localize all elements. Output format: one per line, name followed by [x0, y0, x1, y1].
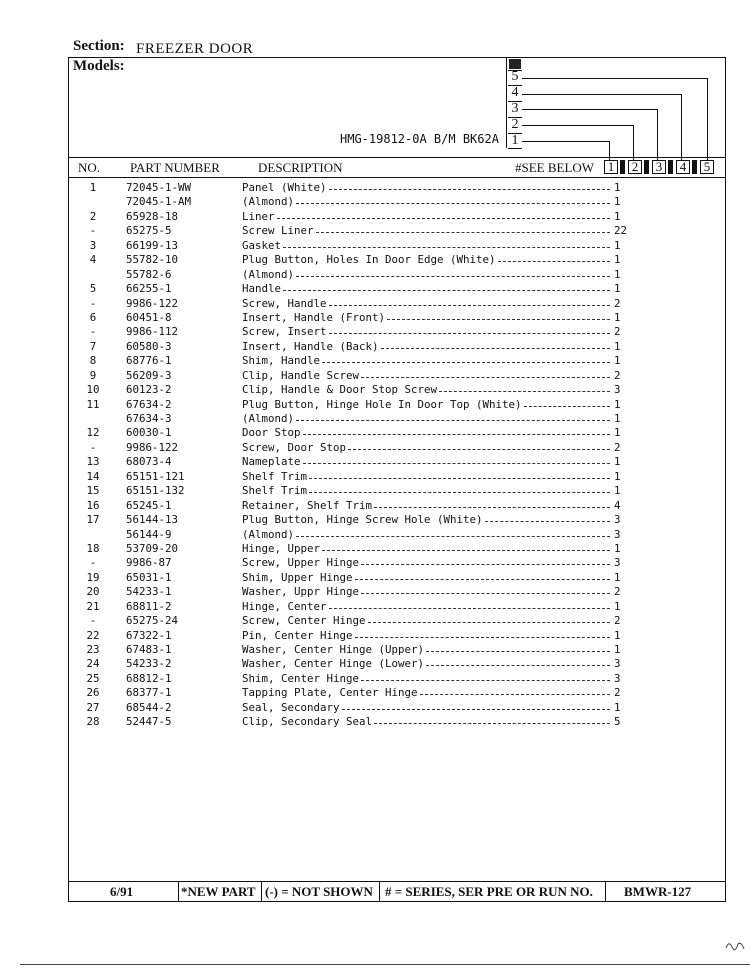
series-divider [692, 160, 697, 174]
description: (Almond) [242, 195, 295, 209]
dot-leader [316, 232, 610, 233]
part-number: 65151-121 [126, 469, 185, 483]
ladder-rule [508, 148, 522, 149]
item-number: 15 [86, 484, 100, 498]
quantity: 3 [614, 556, 621, 570]
dot-leader [368, 622, 610, 623]
description: Screw, Insert [242, 325, 327, 339]
description: Clip, Handle Screw [242, 368, 360, 382]
description: Gasket [242, 238, 282, 252]
item-number: 28 [86, 715, 100, 729]
dot-leader [361, 377, 610, 378]
leader-4 [522, 94, 682, 95]
part-number: 9986-112 [126, 325, 179, 339]
part-number: 65928-18 [126, 209, 179, 223]
table-row [70, 657, 630, 671]
item-number: 8 [89, 354, 97, 368]
item-number: 14 [86, 469, 100, 483]
footer-date: 6/91 [110, 884, 134, 899]
dot-leader [283, 247, 610, 248]
dot-leader [283, 290, 610, 291]
quantity: 1 [614, 469, 621, 483]
part-number: 72045-1-AM [126, 195, 192, 209]
item-number: 25 [86, 671, 100, 685]
quantity: 2 [614, 585, 621, 599]
ladder-4: 4 [511, 85, 519, 100]
quantity: 3 [614, 383, 621, 397]
dot-leader [329, 305, 610, 306]
footer-divider [379, 881, 380, 901]
table-row [70, 181, 630, 195]
table-row [70, 340, 630, 354]
dot-leader [329, 608, 610, 609]
table-row [70, 325, 630, 339]
quantity: 3 [614, 671, 621, 685]
ladder-rule [508, 133, 522, 134]
item-number: 7 [89, 339, 97, 353]
item-number: - [89, 556, 97, 570]
parts-list [70, 181, 630, 730]
quantity: 2 [614, 614, 621, 628]
description: Screw, Center Hinge [242, 614, 366, 628]
table-row [70, 268, 630, 282]
dot-leader [296, 203, 610, 204]
item-number: 1 [89, 181, 97, 194]
quantity: 1 [614, 354, 621, 368]
quantity: 1 [614, 643, 621, 656]
series-divider [668, 160, 673, 174]
series-box-5: 5 [700, 160, 714, 174]
item-number: 26 [86, 686, 100, 700]
table-row [70, 585, 630, 599]
item-number: 22 [86, 628, 100, 642]
series-box-2: 2 [628, 160, 642, 174]
table-row [70, 614, 630, 628]
description: (Almond) [242, 527, 295, 541]
item-number: 12 [86, 426, 100, 440]
quantity: 1 [614, 541, 621, 555]
part-number: 65031-1 [126, 570, 172, 584]
quantity: 22 [614, 224, 628, 238]
dot-leader [329, 333, 610, 334]
table-row [70, 311, 630, 325]
table-row [70, 643, 630, 657]
table-row [70, 571, 630, 585]
header-bottom-rule [68, 177, 726, 178]
part-number: 67634-3 [126, 412, 172, 425]
table-row [70, 542, 630, 556]
part-number: 67322-1 [126, 628, 172, 642]
item-number: - [89, 440, 97, 454]
table-row [70, 556, 630, 570]
leader-5 [522, 78, 708, 79]
quantity: 1 [614, 195, 621, 209]
quantity: 1 [614, 267, 621, 281]
description: Washer, Uppr Hinge [242, 585, 360, 599]
part-number: 68811-2 [126, 599, 172, 613]
models-label: Models: [73, 58, 125, 74]
dot-leader [303, 434, 610, 435]
table-row [70, 354, 630, 368]
description: Seal, Secondary [242, 700, 340, 714]
table-row [70, 715, 630, 729]
part-number: 54233-2 [126, 657, 172, 671]
ladder-5: 5 [511, 69, 519, 84]
table-row [70, 253, 630, 267]
item-number: - [89, 296, 97, 310]
description: Insert, Handle (Back) [242, 339, 379, 353]
quantity: 1 [614, 253, 621, 267]
table-row [70, 629, 630, 643]
part-number: 68544-2 [126, 700, 172, 714]
item-number: 3 [89, 238, 97, 252]
quantity: 3 [614, 513, 621, 527]
quantity: 2 [614, 296, 621, 310]
part-number: 68776-1 [126, 354, 172, 368]
dot-leader [348, 449, 610, 450]
item-number: - [89, 224, 97, 238]
quantity: 1 [614, 700, 621, 714]
part-number: 65151-132 [126, 484, 185, 498]
table-row [70, 672, 630, 686]
table-row [70, 513, 630, 527]
leader-1 [522, 141, 610, 142]
dot-leader [355, 637, 610, 638]
description: Tapping Plate, Center Hinge [242, 686, 418, 700]
description: Shim, Center Hinge [242, 671, 360, 685]
handwritten-mark [724, 938, 746, 956]
item-number: 11 [86, 397, 100, 411]
table-row [70, 441, 630, 455]
dot-leader [342, 709, 610, 710]
description: Shim, Upper Hinge [242, 570, 353, 584]
table-row [70, 499, 630, 513]
quantity: 4 [614, 498, 621, 512]
part-number: 9986-122 [126, 296, 179, 310]
footer-series-note: # = SERIES, SER PRE OR RUN NO. [385, 884, 593, 899]
item-number: 10 [86, 383, 100, 397]
quantity: 1 [614, 339, 621, 353]
part-number: 60123-2 [126, 383, 172, 397]
ladder-3: 3 [511, 101, 519, 116]
description: Screw, Handle [242, 296, 327, 310]
footer-divider [261, 881, 262, 901]
table-row [70, 383, 630, 397]
part-number: 65275-5 [126, 224, 172, 238]
ladder-rule [508, 101, 522, 102]
ladder-rule [508, 70, 522, 71]
table-row [70, 398, 630, 412]
quantity: 2 [614, 325, 621, 339]
table-row [70, 412, 630, 426]
part-number: 56144-9 [126, 527, 172, 541]
item-number: 27 [86, 700, 100, 714]
description: Door Stop [242, 426, 301, 440]
part-number: 67483-1 [126, 643, 172, 656]
section-label: Section: [73, 38, 125, 54]
table-row [70, 224, 630, 238]
dot-leader [439, 391, 610, 392]
table-row [70, 528, 630, 542]
dot-leader [485, 521, 610, 522]
section-title: FREEZER DOOR [136, 41, 254, 57]
quantity: 2 [614, 368, 621, 382]
item-number: 18 [86, 541, 100, 555]
dot-leader [387, 319, 610, 320]
part-number: 53709-20 [126, 541, 179, 555]
quantity: 1 [614, 426, 621, 440]
dot-leader [426, 651, 610, 652]
footer-divider [605, 881, 606, 901]
ladder-1: 1 [511, 133, 519, 148]
col-description: DESCRIPTION [258, 160, 343, 175]
description: Plug Button, Hinge Screw Hole (White) [242, 513, 483, 527]
item-number: 4 [89, 253, 97, 267]
table-row [70, 455, 630, 469]
description: Panel (White) [242, 181, 327, 194]
dot-leader [355, 579, 610, 580]
ladder-rule [508, 117, 522, 118]
leader-2-down [633, 125, 634, 160]
table-row [70, 297, 630, 311]
ladder-2: 2 [511, 117, 519, 132]
item-number: - [89, 325, 97, 339]
description: Hinge, Upper [242, 541, 321, 555]
footer-divider [178, 881, 179, 901]
item-number: 13 [86, 455, 100, 469]
table-row [70, 701, 630, 715]
dot-leader [296, 420, 610, 421]
item-number: 2 [89, 209, 97, 223]
description: Clip, Handle & Door Stop Screw [242, 383, 438, 397]
item-number: 21 [86, 599, 100, 613]
description: (Almond) [242, 267, 295, 281]
part-number: 55782-6 [126, 267, 172, 281]
quantity: 1 [614, 628, 621, 642]
description: Screw, Door Stop [242, 440, 347, 454]
part-number: 65275-24 [126, 614, 179, 628]
dot-leader [374, 507, 610, 508]
part-number: 9986-87 [126, 556, 172, 570]
table-row [70, 210, 630, 224]
quantity: 1 [614, 484, 621, 498]
item-number: 23 [86, 643, 100, 656]
table-row [70, 369, 630, 383]
description: Washer, Center Hinge (Lower) [242, 657, 425, 671]
col-part-number: PART NUMBER [130, 160, 220, 175]
item-number: - [89, 614, 97, 628]
quantity: 1 [614, 310, 621, 324]
part-number: 9986-122 [126, 440, 179, 454]
item-number: 6 [89, 310, 97, 324]
dot-leader [361, 564, 610, 565]
table-row [70, 426, 630, 440]
item-number: 17 [86, 513, 100, 527]
dot-leader [498, 261, 610, 262]
part-number: 60580-3 [126, 339, 172, 353]
part-number: 60451-8 [126, 310, 172, 324]
quantity: 1 [614, 412, 621, 425]
quantity: 1 [614, 181, 621, 194]
dot-leader [296, 276, 610, 277]
table-row [70, 239, 630, 253]
leader-3-down [657, 109, 658, 160]
dot-leader [426, 665, 610, 666]
quantity: 1 [614, 570, 621, 584]
description: Pin, Center Hinge [242, 628, 353, 642]
description: Plug Button, Hinge Hole In Door Top (White) [242, 397, 522, 411]
quantity: 1 [614, 238, 621, 252]
description: Retainer, Shelf Trim [242, 498, 373, 512]
part-number: 66255-1 [126, 282, 172, 296]
dot-leader [381, 348, 610, 349]
col-see-below: #SEE BELOW [515, 160, 595, 175]
description: Liner [242, 209, 275, 223]
description: Shelf Trim [242, 484, 308, 498]
description: Handle [242, 282, 282, 296]
quantity: 2 [614, 440, 621, 454]
part-number: 68812-1 [126, 671, 172, 685]
dot-leader [309, 492, 610, 493]
part-number: 65245-1 [126, 498, 172, 512]
item-number: 5 [89, 282, 97, 296]
quantity: 3 [614, 657, 621, 671]
leader-4-down [681, 94, 682, 160]
quantity: 1 [614, 209, 621, 223]
page-bottom-rule [20, 964, 750, 965]
description: Shelf Trim [242, 469, 308, 483]
part-number: 52447-5 [126, 715, 172, 729]
item-number: 9 [89, 368, 97, 382]
table-row [70, 600, 630, 614]
table-row [70, 470, 630, 484]
quantity: 3 [614, 527, 621, 541]
ladder-rule [508, 85, 522, 86]
item-number: 16 [86, 498, 100, 512]
description: Washer, Center Hinge (Upper) [242, 643, 425, 656]
part-number: 60030-1 [126, 426, 172, 440]
series-divider [644, 160, 649, 174]
dot-leader [303, 463, 610, 464]
dot-leader [361, 593, 610, 594]
quantity: 2 [614, 686, 621, 700]
quantity: 5 [614, 715, 621, 729]
footer-new-part: *NEW PART [181, 884, 256, 899]
description: Hinge, Center [242, 599, 327, 613]
series-box-1: 1 [604, 160, 618, 174]
table-row [70, 282, 630, 296]
description: Nameplate [242, 455, 301, 469]
dot-leader [322, 362, 610, 363]
item-number: 24 [86, 657, 100, 671]
dot-leader [329, 189, 610, 190]
dot-leader [296, 536, 610, 537]
dot-leader [309, 478, 610, 479]
description: Insert, Handle (Front) [242, 310, 386, 324]
series-divider [620, 160, 625, 174]
dot-leader [374, 723, 610, 724]
description: Clip, Secondary Seal [242, 715, 373, 729]
series-box-3: 3 [652, 160, 666, 174]
series-ladder-cap [509, 59, 521, 69]
part-number: 67634-2 [126, 397, 172, 411]
quantity: 1 [614, 455, 621, 469]
header-top-rule [68, 157, 726, 158]
item-number: 19 [86, 570, 100, 584]
leader-2 [522, 125, 634, 126]
description: Shim, Handle [242, 354, 321, 368]
description: Screw Liner [242, 224, 314, 238]
footer-doc-code: BMWR-127 [624, 884, 692, 899]
dot-leader [277, 218, 610, 219]
dot-leader [322, 550, 610, 551]
series-box-4: 4 [676, 160, 690, 174]
item-number: 20 [86, 585, 100, 599]
part-number: 68377-1 [126, 686, 172, 700]
quantity: 1 [614, 599, 621, 613]
col-no: NO. [78, 160, 101, 175]
dot-leader [524, 406, 610, 407]
dot-leader [420, 694, 610, 695]
model-name: HMG-19812-0A B/M BK62A [340, 132, 499, 146]
description: Plug Button, Holes In Door Edge (White) [242, 253, 496, 267]
table-row [70, 484, 630, 498]
description: (Almond) [242, 412, 295, 425]
part-number: 54233-1 [126, 585, 172, 599]
leader-5-down [707, 78, 708, 160]
part-number: 68073-4 [126, 455, 172, 469]
footer-not-shown: (-) = NOT SHOWN [265, 884, 373, 899]
dot-leader [361, 680, 610, 681]
part-number: 56144-13 [126, 513, 179, 527]
table-row [70, 195, 630, 209]
part-number: 72045-1-WW [126, 181, 192, 194]
part-number: 66199-13 [126, 238, 179, 252]
quantity: 1 [614, 282, 621, 296]
leader-3 [522, 109, 658, 110]
part-number: 56209-3 [126, 368, 172, 382]
description: Screw, Upper Hinge [242, 556, 360, 570]
quantity: 1 [614, 397, 621, 411]
part-number: 55782-10 [126, 253, 179, 267]
table-row [70, 686, 630, 700]
